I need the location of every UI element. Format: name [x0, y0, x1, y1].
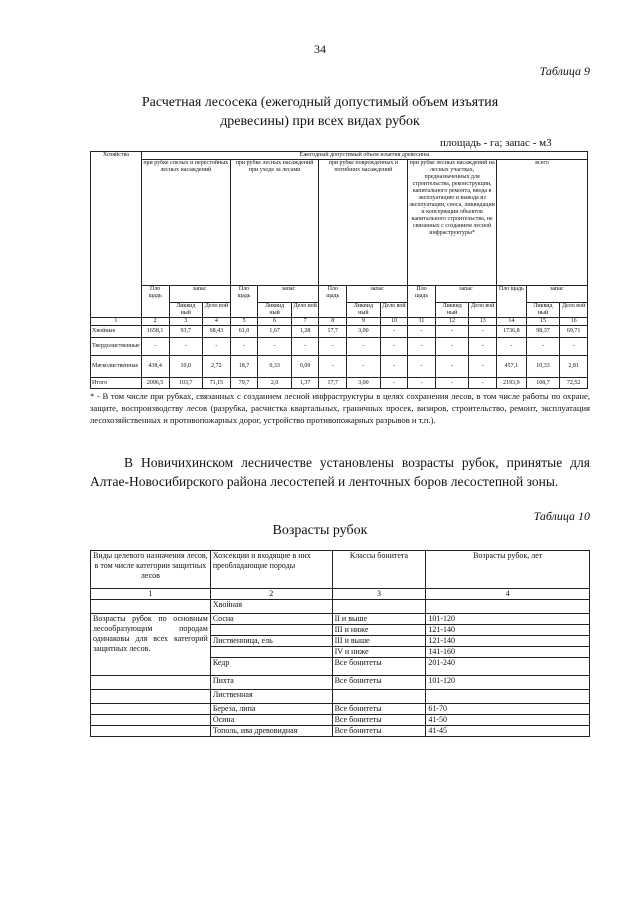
species-cell: Кедр: [210, 658, 332, 676]
table9-group-thinning: при рубке лесных насаждений при уходе за лесами: [230, 160, 319, 286]
col-number: 16: [560, 318, 588, 326]
sub-business: Дело вой: [469, 303, 497, 318]
table10-header-row: [91, 551, 590, 589]
cell: 68,43: [203, 326, 231, 338]
sub-stock: запас: [169, 286, 230, 303]
sub-stock: запас: [526, 286, 587, 303]
table-row: [91, 338, 588, 356]
table9-label: Таблица 9: [539, 64, 590, 78]
table9-footnote: * - В том числе при рубках, связанных с созданием лесной инфраструктуры в целях сохранения лесов, в том числе работы по охране, защите, воспроизводству лесов (разрубка, расчистка квартальных, граничных просек, визиров, строительство, ремонт, эксплуатация лесохозяйственных и противопожарных дорог, устройство противопожарных разрывов и т.п.).: [90, 391, 590, 425]
col-number: 13: [469, 318, 497, 326]
cell: -: [347, 338, 381, 356]
sub-business: Дело вой: [560, 303, 588, 318]
sub-stock: запас: [347, 286, 408, 303]
col-number: 7: [291, 318, 319, 326]
cell: 2,0: [258, 378, 292, 389]
cell: -: [380, 356, 408, 378]
body-paragraph: [90, 453, 590, 491]
col-number: 14: [497, 318, 527, 326]
cell: 2193,9: [497, 378, 527, 389]
age-cell: 41-50: [426, 715, 590, 726]
cell: 79,7: [230, 378, 258, 389]
cell: 2,72: [203, 356, 231, 378]
cell: -: [435, 326, 469, 338]
purpose-cell: [91, 726, 211, 737]
harvest-volume-table: [90, 151, 588, 389]
cell: -: [526, 338, 560, 356]
cell: 18,7: [230, 356, 258, 378]
cell: 72,52: [560, 378, 588, 389]
col-number: 12: [435, 318, 469, 326]
cell: -: [408, 356, 436, 378]
table9-group-mature: при рубке спелых и перестойных лесных насаждений: [141, 160, 230, 286]
cell: -: [435, 338, 469, 356]
cell: 108,7: [526, 378, 560, 389]
species-cell: Тополь, ива древовидная: [210, 726, 332, 737]
cell: 3,00: [347, 326, 381, 338]
sub-area: Пло щадь: [408, 286, 436, 318]
species-cell: Пихта: [210, 676, 332, 690]
cell: -: [141, 338, 169, 356]
purpose-cell: [91, 600, 211, 614]
col-number: 1: [91, 589, 211, 600]
cell: 17,7: [319, 326, 347, 338]
cell: 10,0: [169, 356, 203, 378]
table9-super-header-row: [91, 152, 588, 160]
cell: -: [258, 338, 292, 356]
cell: -: [319, 338, 347, 356]
table-row: [91, 600, 590, 614]
class-cell: Все бонитеты: [332, 704, 426, 715]
table9-group-damaged: при рубке поврежденных и погибших насаждений: [319, 160, 408, 286]
cell: 61,0: [230, 326, 258, 338]
class-cell: III и выше: [332, 636, 426, 647]
sub-stock: запас: [435, 286, 496, 303]
cell: -: [203, 338, 231, 356]
age-cell: 121-140: [426, 625, 590, 636]
species-cell: Лиственница, ель: [210, 636, 332, 647]
species-cell: Береза, липа: [210, 704, 332, 715]
cell: -: [408, 326, 436, 338]
class-cell: III и ниже: [332, 625, 426, 636]
cell: -: [408, 378, 436, 389]
table9-group-header-row: [91, 160, 588, 286]
cell: -: [380, 378, 408, 389]
page-number: 34: [314, 42, 326, 56]
table9-super-header: Ежегодный допустимый объем изъятия древесины: [141, 152, 587, 160]
sub-area: Пло щадь: [141, 286, 169, 318]
class-cell: IV и ниже: [332, 647, 426, 658]
cell: 17,7: [319, 378, 347, 389]
cell: 2096,5: [141, 378, 169, 389]
table10-col-number-row: [91, 589, 590, 600]
species-cell: Лиственная: [210, 690, 332, 704]
harvest-age-table: [90, 550, 590, 737]
col-number: 3: [332, 589, 426, 600]
cell: 1,67: [258, 326, 292, 338]
cell: -: [469, 378, 497, 389]
col-number: 3: [169, 318, 203, 326]
row-name: Хвойные: [91, 326, 142, 338]
cell: 98,37: [526, 326, 560, 338]
cell: 10,33: [526, 356, 560, 378]
sub-area: Пло щадь: [230, 286, 258, 318]
cell: -: [469, 326, 497, 338]
col-number: 5: [230, 318, 258, 326]
table9-title-line1: Расчетная лесосека (ежегодный допустимый объем изъятия: [141, 95, 499, 110]
cell: 93,7: [169, 326, 203, 338]
table9-units: площадь - га; запас - м3: [440, 137, 552, 149]
table9-group-construction: при рубке лесных насаждений на лесных участках, предназначенных для строительства, реконструкции, капитального ремонта, ввода в эксплуатацию и вывода из эксплуатации, сноса, ликвидации и консервации объектов капитального строительства, не связанных с созданием лесной инфраструктуры*: [408, 160, 497, 286]
purpose-cell: [91, 676, 211, 690]
purpose-cell: [91, 715, 211, 726]
table-row: [91, 704, 590, 715]
cell: -: [380, 338, 408, 356]
sub-liquid: Ликвид ный: [258, 303, 292, 318]
class-cell: [332, 690, 426, 704]
cell: -: [497, 338, 527, 356]
cell: 1736,8: [497, 326, 527, 338]
cell: -: [319, 356, 347, 378]
cell: 0,09: [291, 356, 319, 378]
cell: -: [230, 338, 258, 356]
table-row: [91, 726, 590, 737]
sub-business: Дело вой: [291, 303, 319, 318]
cell: -: [347, 356, 381, 378]
purpose-cell: Возрасты рубок по основным лесообразующим породам одинаковы для всех категорий защитных лесов.: [91, 614, 211, 676]
cell: -: [435, 356, 469, 378]
table10-title: Возрасты рубок: [272, 523, 368, 538]
col-number: 2: [141, 318, 169, 326]
age-cell: 101-120: [426, 614, 590, 625]
sub-stock: запас: [258, 286, 319, 303]
cell: 71,15: [203, 378, 231, 389]
table10-header-class: Классы бонитета: [332, 551, 426, 589]
cell: -: [380, 326, 408, 338]
table-row: [91, 356, 588, 378]
table10-header-age: Возрасты рубок, лет: [426, 551, 590, 589]
class-cell: Все бонитеты: [332, 676, 426, 690]
cell: 0,33: [258, 356, 292, 378]
age-cell: 61-70: [426, 704, 590, 715]
row-name: Твердолиственные: [91, 338, 142, 356]
cell: 1,28: [291, 326, 319, 338]
table-row: [91, 378, 588, 389]
cell: -: [408, 338, 436, 356]
cell: -: [469, 338, 497, 356]
table10-header-purpose: Виды целевого назначения лесов, в том числе категории защитных лесов: [91, 551, 211, 589]
cell: 2,81: [560, 356, 588, 378]
sub-liquid: Ликвид ный: [526, 303, 560, 318]
table9-col-number-row: [91, 318, 588, 326]
cell: 3,00: [347, 378, 381, 389]
table-row: [91, 326, 588, 338]
row-name: Мягколиственные: [91, 356, 142, 378]
col-number: 10: [380, 318, 408, 326]
cell: -: [435, 378, 469, 389]
table9-col-first-header: Хозяйства: [91, 152, 142, 318]
cell: 1,37: [291, 378, 319, 389]
cell: 457,1: [497, 356, 527, 378]
class-cell: [332, 600, 426, 614]
col-number: 6: [258, 318, 292, 326]
col-number: 9: [347, 318, 381, 326]
species-cell: Хвойная: [210, 600, 332, 614]
table9-sub-header-row: [91, 286, 588, 303]
age-cell: 101-120: [426, 676, 590, 690]
cell: -: [291, 338, 319, 356]
purpose-cell: [91, 704, 211, 715]
col-number: 1: [91, 318, 142, 326]
table-row: [91, 614, 590, 625]
cell: -: [560, 338, 588, 356]
species-cell: Осина: [210, 715, 332, 726]
table9-title-line2: древесины) при всех видах рубок: [220, 114, 420, 129]
species-cell: [210, 647, 332, 658]
sub-liquid: Ликвид ный: [435, 303, 469, 318]
sub-business: Дело вой: [203, 303, 231, 318]
sub-area: Пло щадь: [497, 286, 527, 318]
age-cell: [426, 690, 590, 704]
col-number: 4: [203, 318, 231, 326]
table-row: [91, 715, 590, 726]
table10-header-species: Хозсекции и входящие в них преобладающие породы: [210, 551, 332, 589]
sub-liquid: Ликвид ный: [347, 303, 381, 318]
sub-liquid: Ликвид ный: [169, 303, 203, 318]
age-cell: [426, 600, 590, 614]
class-cell: Все бонитеты: [332, 726, 426, 737]
cell: 103,7: [169, 378, 203, 389]
class-cell: II и выше: [332, 614, 426, 625]
table9-group-total: всего: [497, 160, 588, 286]
cell: 1658,1: [141, 326, 169, 338]
age-cell: 41-45: [426, 726, 590, 737]
paragraph-text: В Новичихинском лесничестве установлены возрасты рубок, принятые для Алтае-Новосибирского района лесостепей и ленточных боров лесостепной зоны.: [90, 455, 590, 489]
cell: -: [169, 338, 203, 356]
col-number: 8: [319, 318, 347, 326]
col-number: 2: [210, 589, 332, 600]
sub-area: Пло щадь: [319, 286, 347, 318]
table-row: [91, 690, 590, 704]
age-cell: 141-160: [426, 647, 590, 658]
cell: 69,71: [560, 326, 588, 338]
cell: -: [469, 356, 497, 378]
purpose-cell: [91, 690, 211, 704]
table-row: [91, 676, 590, 690]
col-number: 11: [408, 318, 436, 326]
table10-label: Таблица 10: [533, 509, 590, 523]
class-cell: Все бонитеты: [332, 715, 426, 726]
row-name: Итого: [91, 378, 142, 389]
class-cell: Все бонитеты: [332, 658, 426, 676]
col-number: 15: [526, 318, 560, 326]
age-cell: 121-140: [426, 636, 590, 647]
cell: 438,4: [141, 356, 169, 378]
col-number: 4: [426, 589, 590, 600]
species-cell: [210, 625, 332, 636]
age-cell: 201-240: [426, 658, 590, 676]
sub-business: Дело вой: [380, 303, 408, 318]
species-cell: Сосна: [210, 614, 332, 625]
